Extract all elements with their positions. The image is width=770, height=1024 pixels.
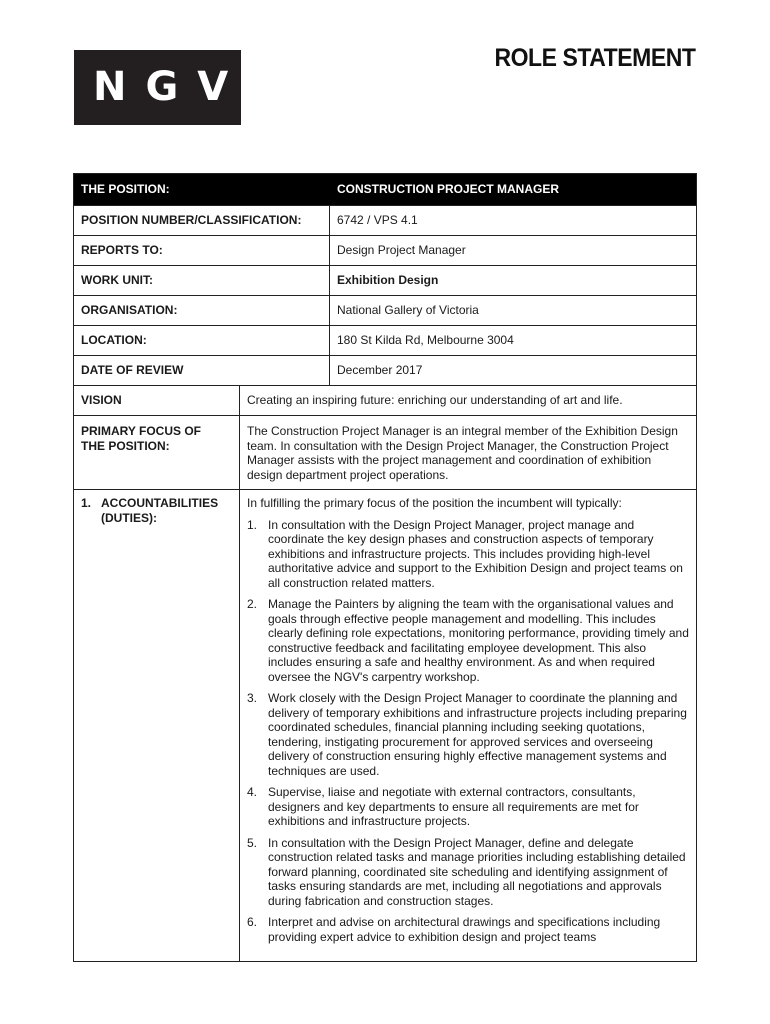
vision-text: Creating an inspiring future: enriching our understanding of art and life. — [247, 393, 623, 408]
list-item-number: 1. — [247, 517, 258, 532]
list-item-text: Interpret and advise on architectural drawings and specifications including providing expert advice to exhibition design and project teams — [268, 915, 661, 944]
list-item-number: 5. — [247, 835, 258, 850]
position-header-label: THE POSITION: — [74, 174, 330, 205]
accountabilities-intro: In fulfilling the primary focus of the position the incumbent will typically: — [247, 496, 622, 510]
primary-focus-label — [74, 416, 240, 489]
field-value: Design Project Manager — [337, 243, 466, 258]
field-value: December 2017 — [337, 363, 423, 378]
field-label: WORK UNIT: — [74, 266, 330, 295]
field-row-organisation — [74, 296, 696, 326]
list-item-text: In consultation with the Design Project Manager, project manage and coordinate the key design phases and construction aspects of temporary exhibitions and infrastructure projects. This includes providing high-level authoritative advice and support to the Exhibition Design and project teams on all construction related matters. — [268, 517, 683, 590]
field-row-classification — [74, 206, 696, 236]
primary-focus-text: The Construction Project Manager is an integral member of the Exhibition Design team. In consultation with the Design Project Manager, the Construction Project Manager assists with the project management and coordination of exhibition design department project operations. — [247, 424, 678, 482]
field-value: National Gallery of Victoria — [337, 303, 479, 318]
list-item-number: 3. — [247, 691, 258, 705]
duties-list — [247, 518, 689, 945]
primary-focus-label-line1: PRIMARY FOCUS OF — [81, 424, 202, 438]
ngv-logo: NGV — [74, 50, 241, 125]
accountabilities-content — [240, 490, 696, 962]
document-title: ROLE STATEMENT — [494, 44, 695, 72]
field-value: Exhibition Design — [337, 273, 439, 288]
field-row-date-of-review — [74, 356, 696, 386]
list-item — [247, 691, 689, 778]
vision-row — [74, 386, 696, 416]
primary-focus-label-line2: THE POSITION: — [81, 438, 170, 453]
field-label: REPORTS TO: — [74, 236, 330, 265]
accountabilities-label-line1: ACCOUNTABILITIES — [101, 496, 219, 510]
accountabilities-label — [74, 490, 240, 962]
list-item — [247, 597, 689, 684]
accountabilities-number: 1. — [81, 496, 92, 510]
field-value: 6742 / VPS 4.1 — [337, 213, 418, 228]
vision-label: VISION — [74, 386, 240, 415]
field-label: POSITION NUMBER/CLASSIFICATION: — [74, 206, 330, 235]
list-item — [247, 836, 689, 909]
role-statement-table — [73, 173, 697, 962]
list-item-text: Manage the Painters by aligning the team with the organisational values and goals through effective people management and modelling. This includes clearly defining role expectations, monitoring performance, providing timely and constructive feedback and facilitating employee development. This also includes ensuring a safe and healthy environment. As and when required oversee the NGV's carpentry workshop. — [268, 597, 689, 684]
field-label: ORGANISATION: — [74, 296, 330, 325]
accountabilities-label-line2: (DUTIES): — [101, 510, 157, 525]
accountabilities-row — [74, 490, 696, 962]
list-item-number: 6. — [247, 915, 258, 929]
field-row-location — [74, 326, 696, 356]
primary-focus-row — [74, 416, 696, 490]
list-item-number: 4. — [247, 785, 258, 799]
position-header-row — [74, 174, 696, 206]
list-item — [247, 915, 689, 944]
field-label: DATE OF REVIEW — [74, 356, 330, 385]
list-item-text: Supervise, liaise and negotiate with external contractors, consultants, designers and key departments to ensure all requirements are met for exhibitions and infrastructure projects. — [268, 785, 639, 828]
list-item-number: 2. — [247, 597, 258, 611]
list-item — [247, 785, 689, 829]
list-item-text: In consultation with the Design Project Manager, define and delegate construction related tasks and manage priorities including establishing detailed forward planning, coordinated site scheduling and identifying assignment of tasks ensuring standards are met, including all negotiations and approvals during fabrication and construction stages. — [268, 835, 686, 908]
field-value: 180 St Kilda Rd, Melbourne 3004 — [337, 333, 514, 348]
field-label: LOCATION: — [74, 326, 330, 355]
field-row-work-unit — [74, 266, 696, 296]
position-title: CONSTRUCTION PROJECT MANAGER — [337, 182, 560, 197]
field-row-reports-to — [74, 236, 696, 266]
list-item-text: Work closely with the Design Project Manager to coordinate the planning and delivery of temporary exhibitions and infrastructure projects including preparing coordinated schedules, financial planning including seeking quotations, tendering, instigating procurement for approved services and overseeing delivery of construction ensuring highly effective management systems and techniques are used. — [268, 691, 687, 778]
list-item — [247, 518, 689, 591]
